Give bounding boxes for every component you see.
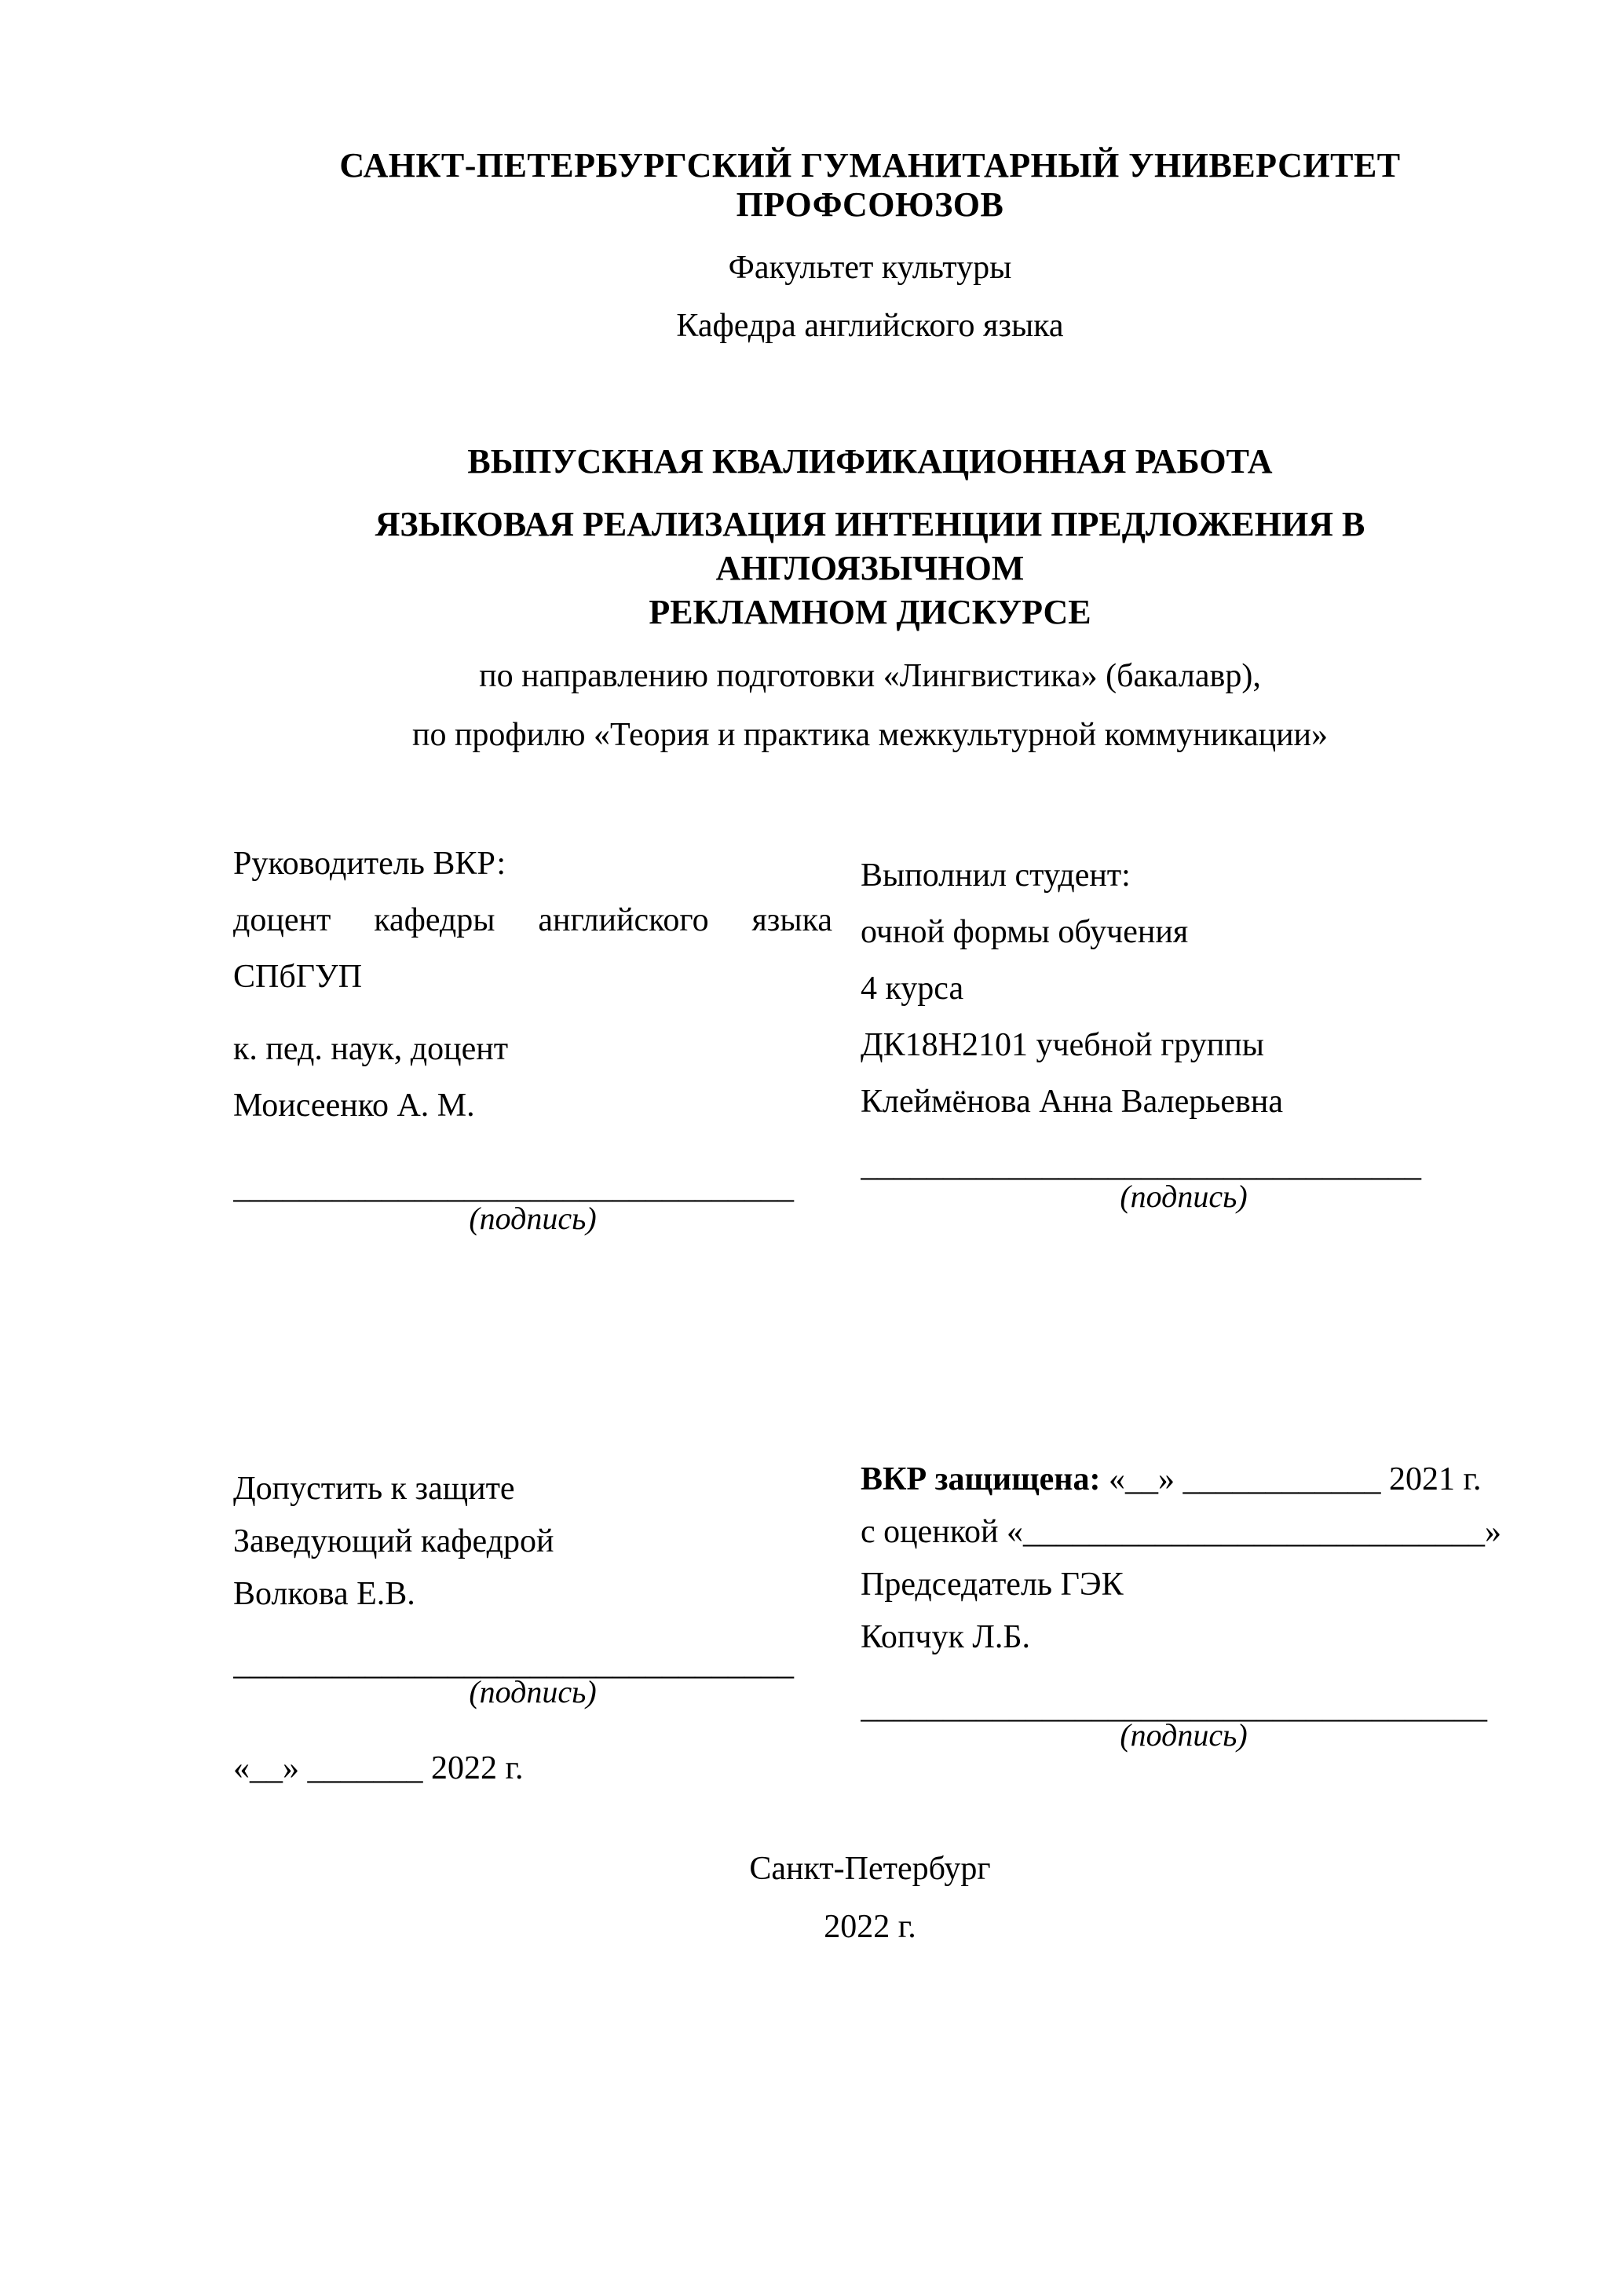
defense-chair-name: Копчук Л.Б.	[861, 1619, 1031, 1655]
defense-signature-caption: (подпись)	[1120, 1717, 1248, 1753]
admission-block	[233, 1462, 832, 1786]
supervisor-name: Моисеенко А. М.	[233, 1088, 475, 1124]
program-line: по направлению подготовки «Лингвистика» (бакалавр),	[479, 658, 1261, 694]
thesis-title-line2: РЕКЛАМНОМ ДИСКУРСЕ	[649, 593, 1091, 631]
supervisor-degree: к. пед. наук, доцент	[233, 1031, 509, 1067]
supervisor-role: Руководитель ВКР:	[233, 846, 506, 882]
department-name: Кафедра английского языка	[676, 308, 1064, 344]
student-signature-caption: (подпись)	[1120, 1179, 1248, 1214]
admission-signature-line: __________________________________	[233, 1647, 794, 1681]
thesis-title	[233, 503, 1507, 634]
admission-signature-caption: (подпись)	[469, 1674, 597, 1709]
defense-block	[861, 1462, 1507, 1753]
student-signature-line: __________________________________	[861, 1148, 1421, 1183]
work-type-heading: ВЫПУСКНАЯ КВАЛИФИКАЦИОННАЯ РАБОТА	[467, 442, 1273, 481]
university-name: САНКТ-ПЕТЕРБУРГСКИЙ ГУМАНИТАРНЫЙ УНИВЕРСИТЕТ ПРОФСОЮЗОВ	[339, 146, 1401, 224]
supervisor-signature-line: __________________________________	[233, 1170, 794, 1205]
defense-chair-role: Председатель ГЭК	[861, 1567, 1124, 1603]
footer	[233, 1852, 1507, 1944]
supervisor-position: доцент кафедры английского языка	[233, 902, 832, 938]
admission-line2: Заведующий кафедрой	[233, 1523, 554, 1559]
defense-signature-line: ______________________________________	[861, 1690, 1487, 1724]
student-block	[861, 846, 1507, 1214]
supervisor-signature-caption: (подпись)	[469, 1201, 597, 1236]
title-block	[233, 442, 1507, 752]
student-group: ДК18Н2101 учебной группы	[861, 1027, 1264, 1063]
thesis-title-line1: ЯЗЫКОВАЯ РЕАЛИЗАЦИЯ ИНТЕНЦИИ ПРЕДЛОЖЕНИЯ В АНГЛОЯЗЫЧНОМ	[375, 505, 1365, 587]
footer-city: Санкт-Петербург	[749, 1851, 991, 1887]
admission-date-line: «__» _______ 2022 г.	[233, 1750, 524, 1786]
faculty-name: Факультет культуры	[728, 250, 1012, 286]
student-year: 4 курса	[861, 971, 964, 1007]
approval-section	[233, 1462, 1507, 1786]
signatures-section	[233, 846, 1507, 1236]
student-name: Клеймёнова Анна Валерьевна	[861, 1084, 1284, 1120]
student-role: Выполнил студент:	[861, 857, 1131, 894]
supervisor-block	[233, 846, 832, 1236]
admission-name: Волкова Е.В.	[233, 1576, 415, 1612]
footer-year: 2022 г.	[824, 1909, 916, 1945]
admission-line1: Допустить к защите	[233, 1471, 515, 1507]
defense-date-blank: «__» ____________ 2021 г.	[1100, 1461, 1482, 1497]
header	[233, 146, 1507, 343]
defense-grade-line: с оценкой «____________________________»	[861, 1514, 1501, 1550]
defense-date-paragraph	[861, 1462, 1507, 1497]
defense-label: ВКР защищена:	[861, 1461, 1101, 1497]
profile-line: по профилю «Теория и практика межкультурной коммуникации»	[411, 717, 1329, 753]
supervisor-organization: СПбГУП	[233, 959, 363, 995]
student-study-form: очной формы обучения	[861, 914, 1189, 950]
